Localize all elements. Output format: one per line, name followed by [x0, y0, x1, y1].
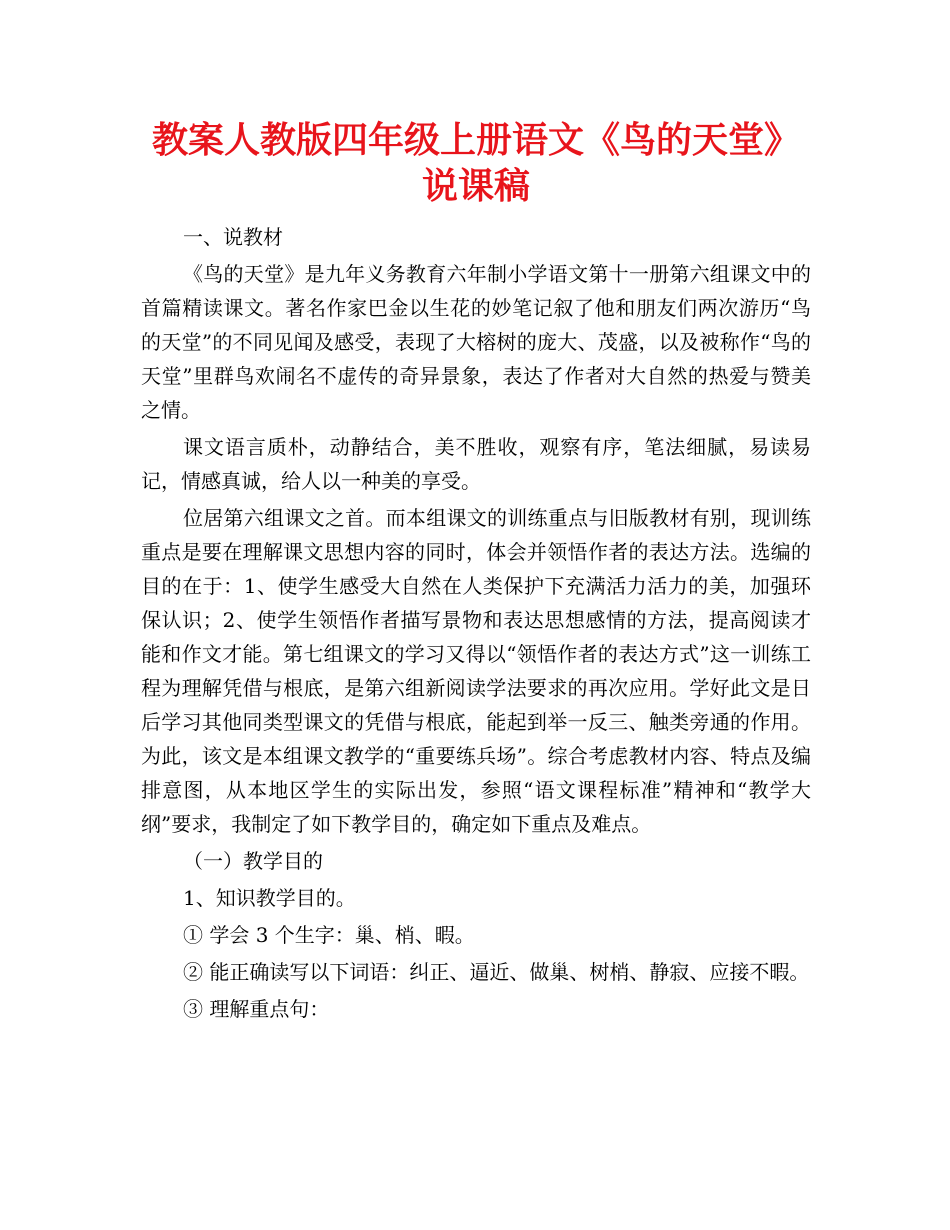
title-line-1: 教案人教版四年级上册语文《鸟的天堂》 — [151, 120, 800, 161]
section-heading-objectives: （一）教学目的 — [183, 849, 323, 873]
document-title — [141, 118, 811, 210]
objective-item-2: ② 能正确读写以下词语：纠正、逼近、做巢、树梢、静寂、应接不暇。 — [183, 960, 810, 984]
paragraph-language: 课文语言质朴，动静结合，美不胜收，观察有序，笔法细腻，易读易记，情感真诚，给人以一种美的享受。 — [141, 435, 811, 493]
document-page — [141, 118, 811, 1029]
objective-knowledge: 1、知识教学目的。 — [183, 886, 356, 910]
title-line-2: 说课稿 — [421, 166, 530, 207]
paragraph-position: 位居第六组课文之首。而本组课文的训练重点与旧版教材有别，现训练重点是要在理解课文思想内容的同时，体会并领悟作者的表达方法。选编的目的在于：1、使学生感受大自然在人类保护下充满活力活力的美，加强环保认识；2、使学生领悟作者描写景物和表达思想感情的方法，提高阅读才能和作文才能。第七组课文的学习又得以“领悟作者的表达方式”这一训练工程为理解凭借与根底，是第六组新阅读学法要求的再次应用。学好此文是日后学习其他同类型课文的凭借与根底，能起到举一反三、触类旁通的作用。为此，该文是本组课文教学的“重要练兵场”。综合考虑教材内容、特点及编排意图，从本地区学生的实际出发，参照“语文课程标准”精神和“教学大纲”要求，我制定了如下教学目的，确定如下重点及难点。 — [141, 506, 811, 836]
objective-item-3: ③ 理解重点句： — [183, 997, 330, 1021]
document-body — [141, 220, 811, 1026]
paragraph-intro: 《鸟的天堂》是九年义务教育六年制小学语文第十一册第六组课文中的首篇精读课文。著名作家巴金以生花的妙笔记叙了他和朋友们两次游历“鸟的天堂”的不同见闻及感受，表现了大榕树的庞大、茂盛，以及被称作“鸟的天堂”里群鸟欢闹名不虚传的奇异景象，表达了作者对大自然的热爱与赞美之情。 — [141, 262, 811, 422]
objective-item-1: ① 学会 3 个生字：巢、梢、暇。 — [183, 923, 475, 947]
section-heading-textbook: 一、说教材 — [183, 225, 283, 249]
